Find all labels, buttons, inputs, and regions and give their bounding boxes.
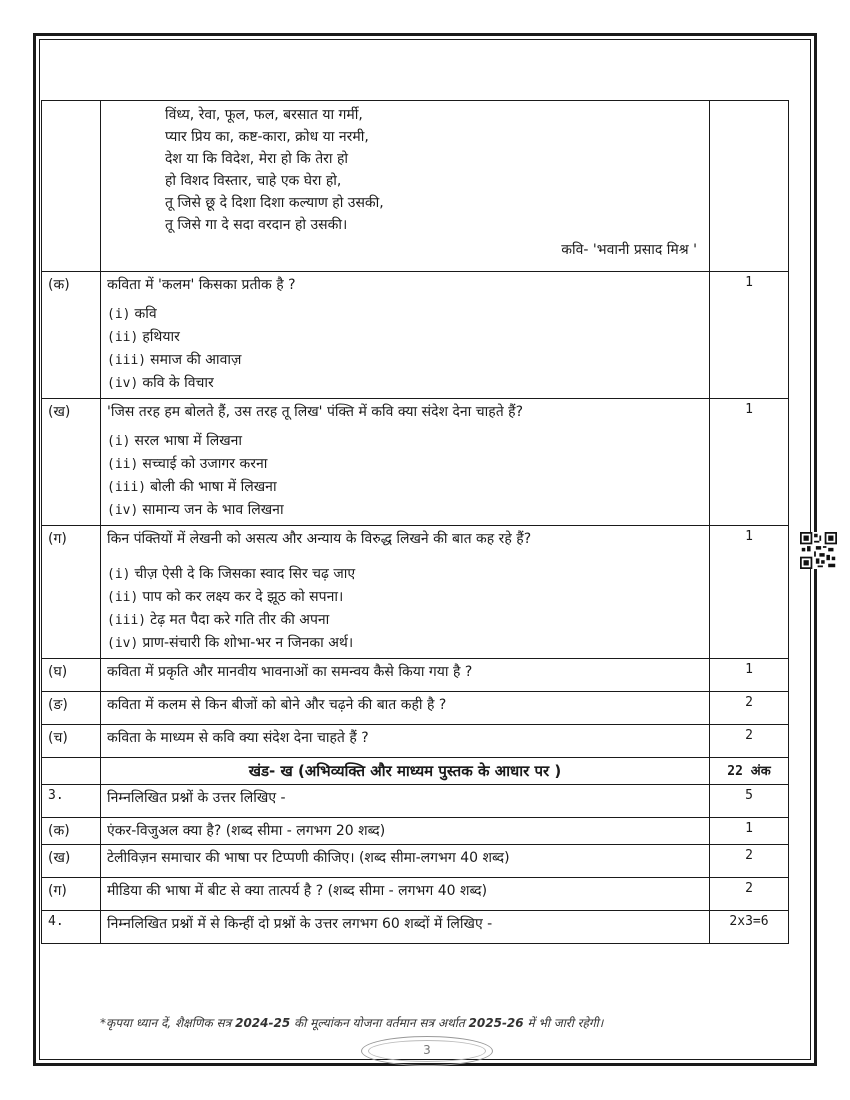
- option: (iv) सामान्य जन के भाव लिखना: [107, 502, 284, 518]
- question-row: [42, 845, 789, 878]
- option-list: [107, 430, 703, 522]
- poem-line: तू जिसे गा दे सदा वरदान हो उसकी।: [165, 217, 348, 233]
- question-text: टेलीविज़न समाचार की भाषा पर टिप्पणी कीजिए। (शब्द सीमा-लगभग 40 शब्द): [101, 845, 710, 878]
- option: (iii) टेढ़ मत पैदा करे गति तीर की अपना: [107, 612, 330, 628]
- question-row: [42, 272, 789, 399]
- question-text: निम्नलिखित प्रश्नों में से किन्हीं दो प्रश्नों के उत्तर लगभग 60 शब्दों में लिखिए -: [101, 911, 710, 944]
- question-number: (ख): [42, 845, 101, 878]
- question-text: कविता में कलम से किन बीजों को बोने और चढ़ने की बात कही है ?: [101, 692, 710, 725]
- question-number: (ङ): [42, 692, 101, 725]
- question-number: (ग): [42, 878, 101, 911]
- section-header-row: [42, 758, 789, 785]
- poem-line: तू जिसे छू दे दिशा दिशा कल्याण हो उसकी,: [165, 195, 384, 211]
- question-number: 4.: [42, 911, 101, 944]
- page-number: 3: [423, 1043, 431, 1057]
- poet-credit: कवि- 'भवानी प्रसाद मिश्र ': [561, 242, 697, 258]
- question-number: (घ): [42, 659, 101, 692]
- question-row: [42, 399, 789, 526]
- question-text: एंकर-विजुअल क्या है? (शब्द सीमा - लगभग 20 शब्द): [101, 818, 710, 845]
- question-text: निम्नलिखित प्रश्नों के उत्तर लिखिए -: [101, 785, 710, 818]
- question-number: (च): [42, 725, 101, 758]
- option: (i) चीज़ ऐसी दे कि जिसका स्वाद सिर चढ़ जाए: [107, 566, 356, 582]
- marks: 1: [710, 272, 789, 399]
- poem-cell: [101, 101, 710, 272]
- marks: 2x3=6: [710, 911, 789, 944]
- option-list: [107, 303, 703, 395]
- marks: 2: [710, 692, 789, 725]
- question-row: [42, 785, 789, 818]
- question-number: (ख): [42, 399, 101, 526]
- qr-code-icon: [800, 532, 837, 569]
- option-list: [107, 563, 703, 655]
- question-row: [42, 692, 789, 725]
- question-row: [42, 526, 789, 659]
- marks: 1: [710, 659, 789, 692]
- question-text: मीडिया की भाषा में बीट से क्या तात्पर्य है ? (शब्द सीमा - लगभग 40 शब्द): [101, 878, 710, 911]
- question-number: (क): [42, 272, 101, 399]
- question-number: (ग): [42, 526, 101, 659]
- question-text: कविता में 'कलम' किसका प्रतीक है ?: [107, 277, 296, 293]
- poem-line: हो विशद विस्तार, चाहे एक घेरा हो,: [165, 173, 342, 189]
- marks: 5: [710, 785, 789, 818]
- question-text: किन पंक्तियों में लेखनी को असत्य और अन्याय के विरुद्ध लिखने की बात कह रहे हैं?: [107, 531, 532, 547]
- question-text: कविता के माध्यम से कवि क्या संदेश देना चाहते हैं ?: [101, 725, 710, 758]
- question-text: कविता में प्रकृति और मानवीय भावनाओं का समन्वय कैसे किया गया है ?: [101, 659, 710, 692]
- option: (ii) सच्चाई को उजागर करना: [107, 456, 268, 472]
- footnote: *कृपया ध्यान दें, शैक्षणिक सत्र 2024-25 की मूल्यांकन योजना वर्तमान सत्र अर्थात 2025-26 में भी जारी रहेगी।: [100, 1016, 604, 1030]
- poem-line: विंध्य, रेवा, फूल, फल, बरसात या गर्मी,: [165, 107, 363, 123]
- marks: 2: [710, 725, 789, 758]
- question-row: [42, 818, 789, 845]
- option: (iii) समाज की आवाज़: [107, 352, 242, 368]
- poem-line: देश या कि विदेश, मेरा हो कि तेरा हो: [165, 151, 349, 167]
- question-row: [42, 725, 789, 758]
- section-title: खंड- ख (अभिव्यक्ति और माध्यम पुस्तक के आधार पर ): [101, 758, 710, 785]
- question-text: 'जिस तरह हम बोलते हैं, उस तरह तू लिख' पंक्ति में कवि क्या संदेश देना चाहते हैं?: [107, 404, 523, 420]
- option: (iv) प्राण-संचारी कि शोभा-भर न जिनका अर्थ।: [107, 635, 354, 651]
- question-row: [42, 878, 789, 911]
- poem-row: [42, 101, 789, 272]
- section-marks: 22 अंक: [710, 758, 789, 785]
- option: (i) सरल भाषा में लिखना: [107, 433, 243, 449]
- question-number: (क): [42, 818, 101, 845]
- marks: 2: [710, 845, 789, 878]
- poem-line: प्यार प्रिय का, कष्ट-कारा, क्रोध या नरमी,: [165, 129, 369, 145]
- marks: 1: [710, 818, 789, 845]
- question-table: [41, 100, 789, 944]
- question-row: [42, 659, 789, 692]
- marks: 1: [710, 399, 789, 526]
- option: (iv) कवि के विचार: [107, 375, 214, 391]
- option: (ii) पाप को कर लक्ष्य कर दे झूठ को सपना।: [107, 589, 344, 605]
- option: (ii) हथियार: [107, 329, 180, 345]
- marks: 2: [710, 878, 789, 911]
- marks: 1: [710, 526, 789, 659]
- question-row: [42, 911, 789, 944]
- option: (i) कवि: [107, 306, 157, 322]
- question-number: 3.: [42, 785, 101, 818]
- option: (iii) बोली की भाषा में लिखना: [107, 479, 277, 495]
